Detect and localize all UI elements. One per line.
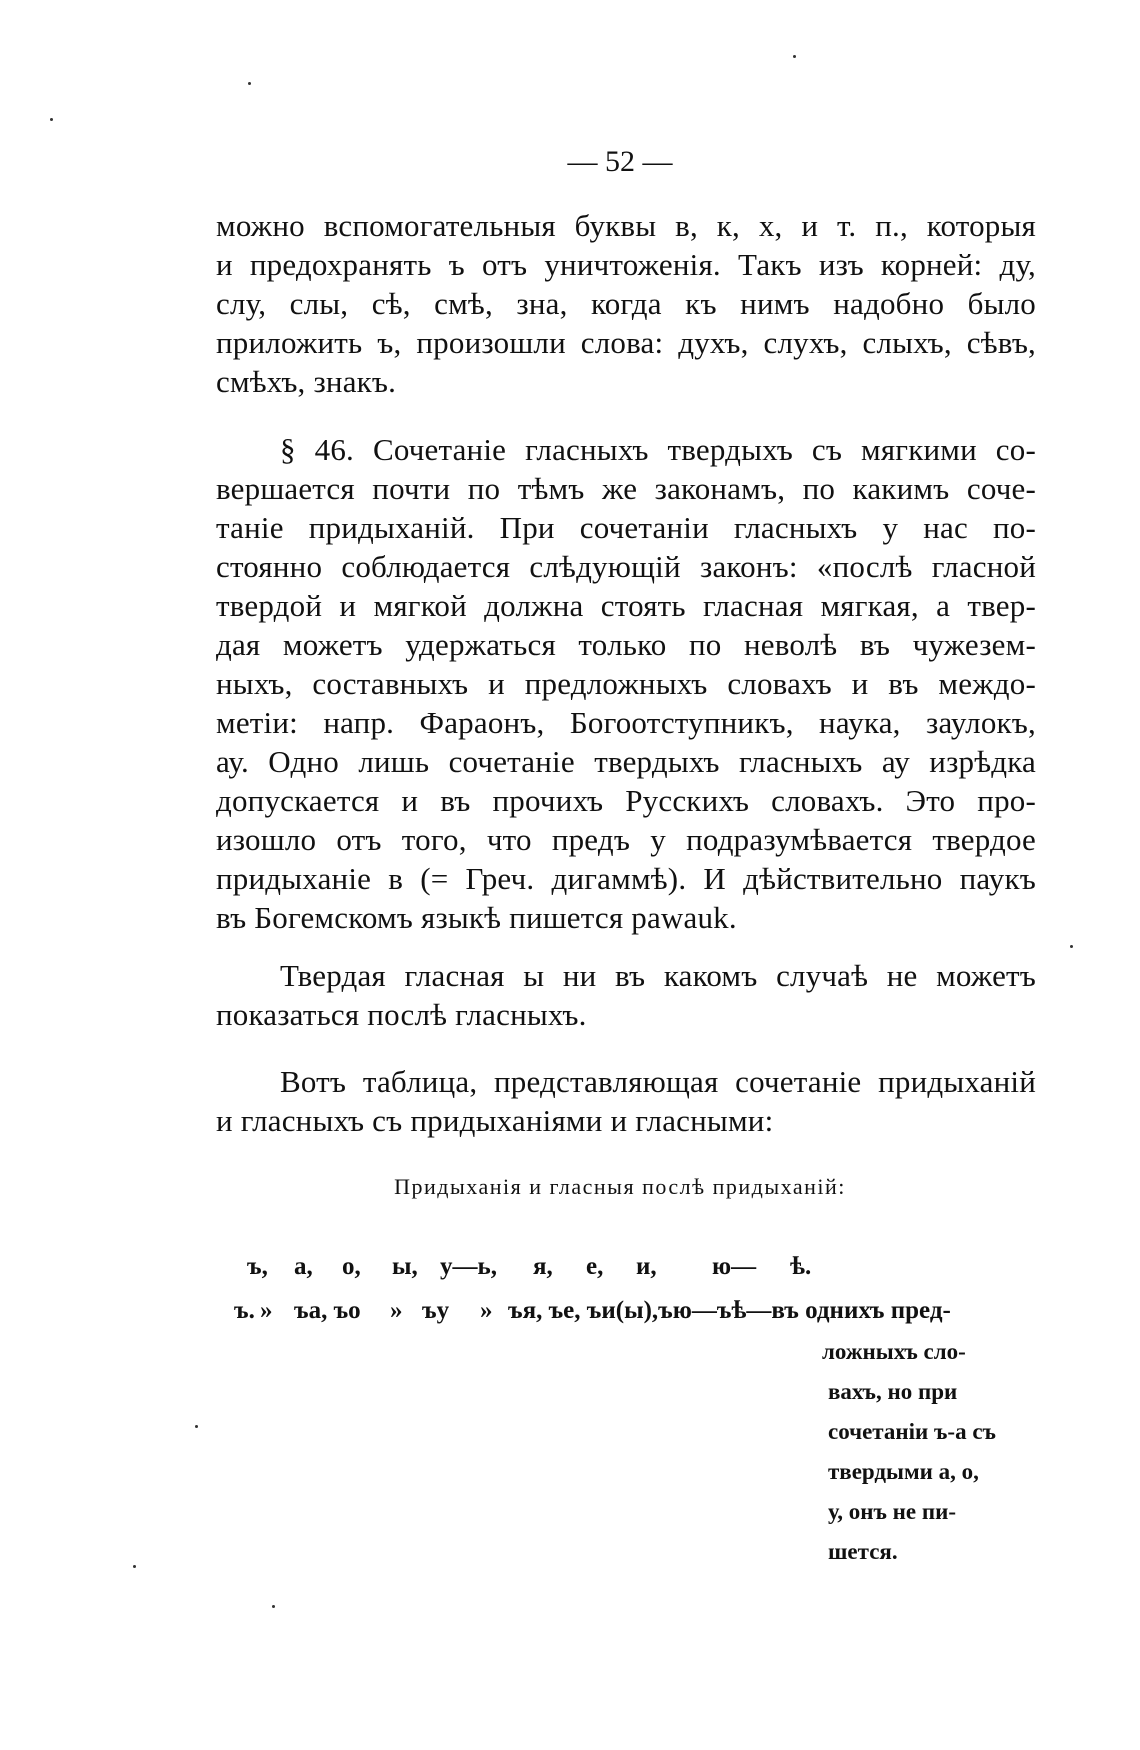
text-line: дая можетъ удержаться только по неволѣ въ чужезем-	[216, 627, 1036, 662]
text-line: можно вспомогательныя буквы в, к, х, и т. п., которыя	[216, 208, 1036, 243]
table-cell: и,	[636, 1253, 657, 1280]
text-line: изошло отъ того, что предъ у подразумѣвается твердое	[216, 822, 1036, 857]
table-caption: Придыханія и гласныя послѣ придыханій:	[394, 1174, 846, 1199]
table-cell: ъ,	[247, 1253, 268, 1280]
scan-speck	[133, 1565, 136, 1568]
table-cell: ѣ.	[790, 1253, 812, 1280]
table-cell: ъ.	[234, 1297, 255, 1324]
text-line: смѣхъ, знакъ.	[216, 364, 397, 399]
scan-speck	[793, 55, 796, 58]
table-cell: е,	[586, 1253, 604, 1280]
note-line: сочетаніи ъ-а съ	[828, 1419, 996, 1444]
note-line: вахъ, но при	[828, 1379, 958, 1404]
text-line: ныхъ, составныхъ и предложныхъ словахъ и въ междо-	[216, 666, 1036, 701]
text-line: показаться послѣ гласныхъ.	[216, 997, 587, 1032]
table-cell: ъа, ъо	[294, 1297, 361, 1324]
note-line: твердыми а, о,	[828, 1459, 979, 1484]
text-line: Вотъ таблица, представляющая сочетаніе придыханій	[280, 1064, 1036, 1099]
table-cell: »	[480, 1297, 493, 1324]
scan-speck	[195, 1425, 198, 1428]
text-line: стоянно соблюдается слѣдующій законъ: «послѣ гласной	[216, 549, 1036, 584]
text-line: вершается почти по тѣмъ же законамъ, по какимъ соче-	[216, 471, 1036, 506]
table-cell: я,	[533, 1253, 553, 1280]
scan-speck	[248, 82, 251, 85]
text-line: придыханіе в (= Греч. дигаммѣ). И дѣйствительно паукъ	[216, 861, 1036, 896]
table-cell: о,	[342, 1253, 361, 1280]
note-line: ложныхъ сло-	[822, 1339, 966, 1364]
note-line: у, онъ не пи-	[828, 1499, 956, 1524]
text-line: допускается и въ прочихъ Русскихъ словахъ. Это про-	[216, 783, 1036, 818]
text-line: слу, слы, сѣ, смѣ, зна, когда къ нимъ надобно было	[216, 286, 1036, 321]
table-cell: а,	[294, 1253, 313, 1280]
text-line: ау. Одно лишь сочетаніе твердыхъ гласныхъ ау изрѣдка	[216, 744, 1036, 779]
table-cell: у—ь,	[440, 1253, 497, 1280]
text-line: приложить ъ, произошли слова: духъ, слухъ, слыхъ, сѣвъ,	[216, 325, 1036, 360]
scan-speck	[50, 118, 53, 121]
table-cell: ю—	[712, 1253, 757, 1280]
table-cell: »	[390, 1297, 403, 1324]
table-cell: ъя, ъе, ъи(ы),ъю—ъѣ—въ однихъ пред-	[508, 1297, 951, 1324]
table-cell: ы,	[392, 1253, 418, 1280]
scan-speck	[1070, 945, 1073, 948]
text-line: твердой и мягкой должна стоять гласная мягкая, а твер-	[216, 588, 1036, 623]
text-line: таніе придыханій. При сочетаніи гласныхъ у нас по-	[216, 510, 1036, 545]
text-line: и гласныхъ съ придыханіями и гласными:	[216, 1103, 774, 1138]
section-heading-line: § 46. Сочетаніе гласныхъ твердыхъ съ мягкими со-	[280, 432, 1036, 467]
scan-speck	[272, 1605, 275, 1608]
table-cell: »	[260, 1297, 273, 1324]
text-line: въ Богемскомъ языкѣ пишется pawauk.	[216, 900, 737, 935]
note-line: шется.	[828, 1539, 898, 1564]
page-number: — 52 —	[567, 145, 673, 178]
text-line: Твердая гласная ы ни въ какомъ случаѣ не можетъ	[280, 958, 1036, 993]
text-line: метіи: напр. Фараонъ, Богоотступникъ, наука, заулокъ,	[216, 705, 1036, 740]
table-cell: ъу	[422, 1297, 450, 1324]
text-line: и предохранять ъ отъ уничтоженія. Такъ изъ корней: ду,	[216, 247, 1036, 282]
